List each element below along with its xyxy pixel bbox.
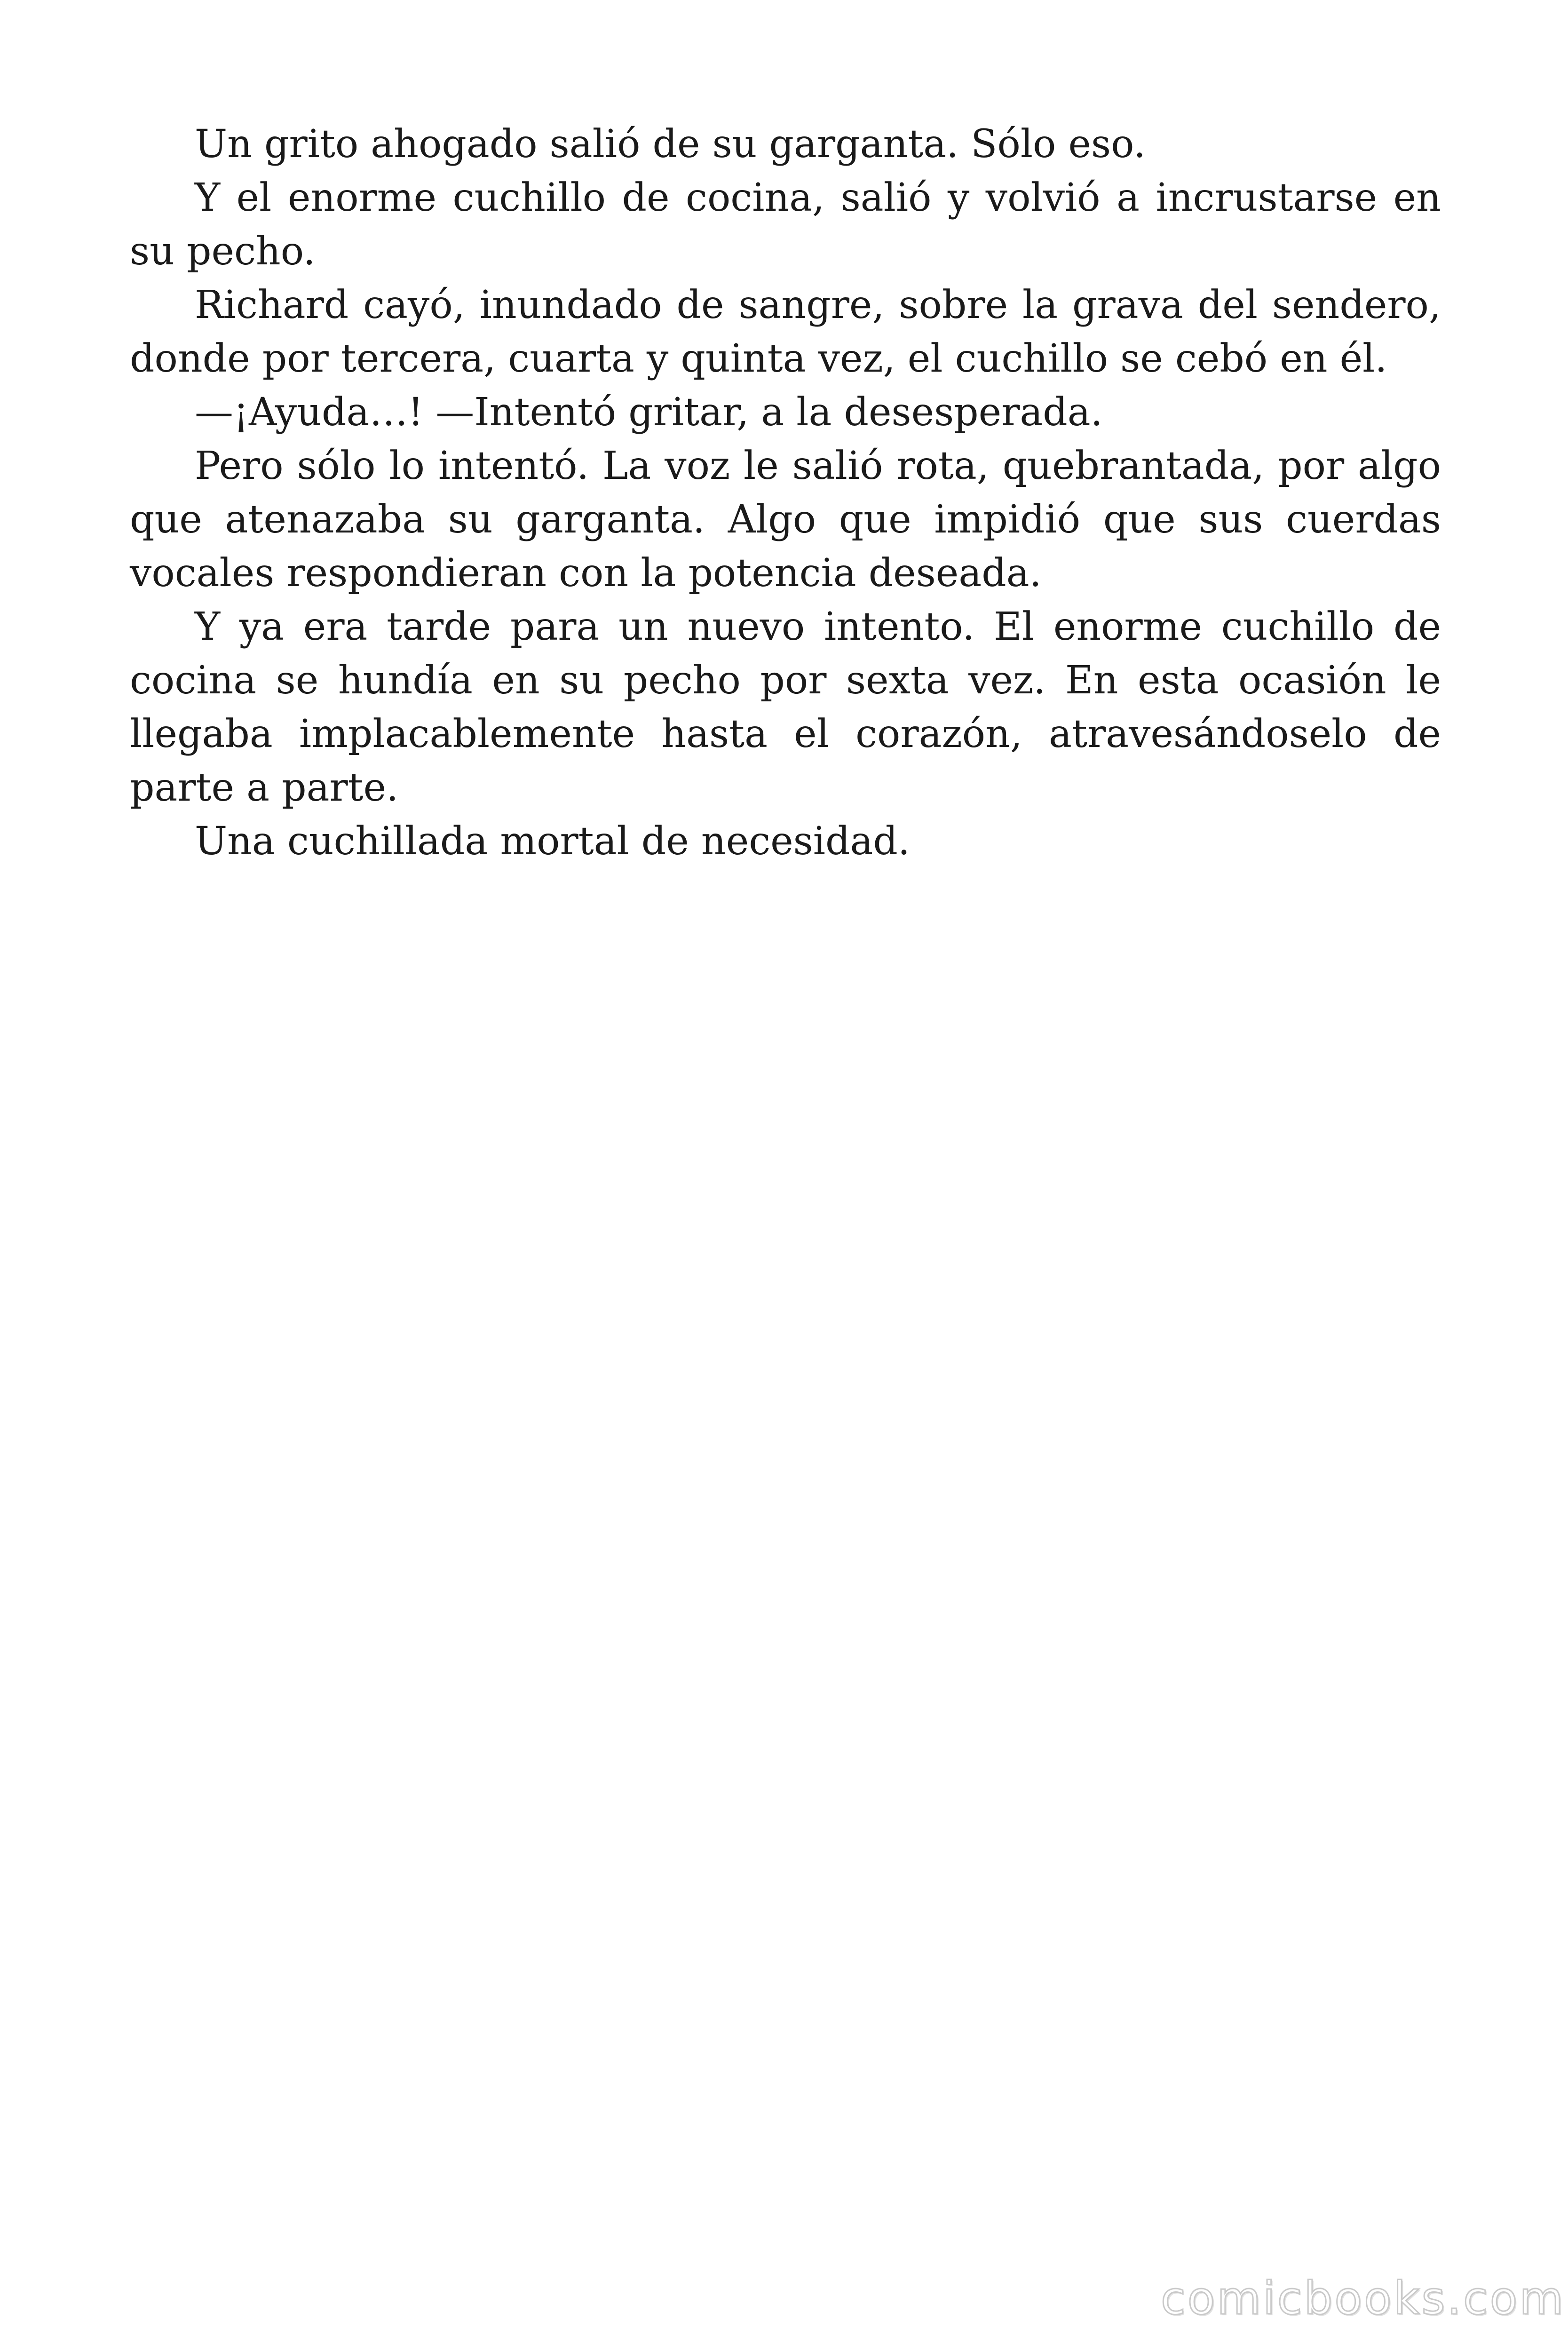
paragraph-5: Pero sólo lo intentó. La voz le salió rota, quebrantada, por algo que atenazaba su garganta. Algo que impidió que sus cuerdas vocales respondieran con la potencia deseada. (130, 444, 1441, 596)
paragraph-2: Y el enorme cuchillo de cocina, salió y volvió a incrustarse en su pecho. (130, 175, 1441, 274)
paragraph-7: Una cuchillada mortal de necesidad. (195, 819, 910, 864)
paragraph-4: —¡Ayuda…! —Intentó gritar, a la desesperada. (195, 390, 1103, 435)
paragraph-6: Y ya era tarde para un nuevo intento. El enorme cuchillo de cocina se hundía en su pecho por sexta vez. En esta ocasión le llegaba implacablemente hasta el corazón, atravesándoselo de parte a parte. (130, 604, 1441, 810)
watermark: comicbooks.com (1161, 2272, 1566, 2325)
paragraph-1: Un grito ahogado salió de su garganta. Sólo eso. (195, 122, 1146, 167)
paragraph-3: Richard cayó, inundado de sangre, sobre la grava del sendero, donde por tercera, cuarta y quinta vez, el cuchillo se cebó en él. (130, 283, 1441, 381)
page-body (130, 118, 1441, 868)
